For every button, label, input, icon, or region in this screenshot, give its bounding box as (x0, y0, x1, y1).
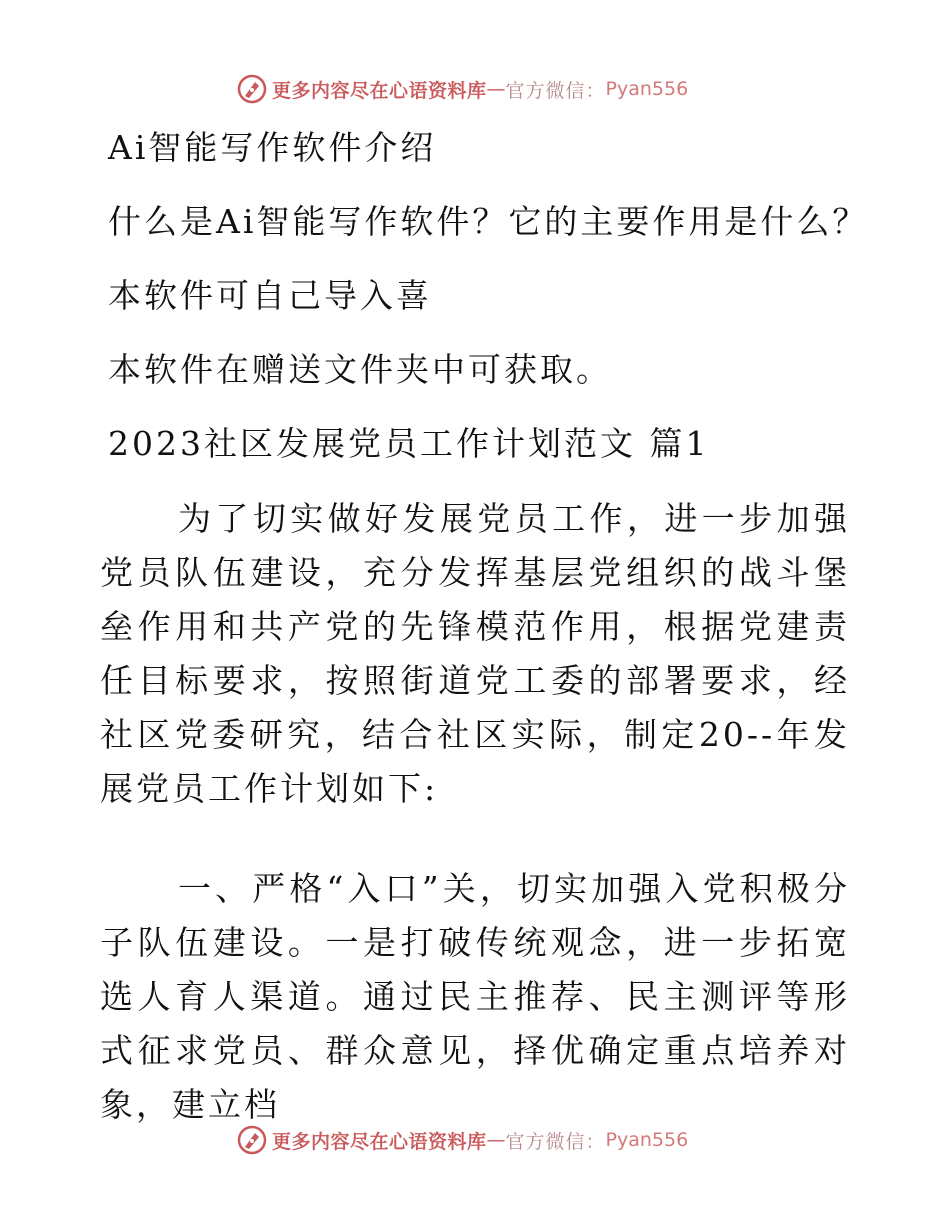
banner-separator: — (486, 1129, 506, 1151)
pen-nib-logo-icon (236, 73, 268, 105)
software-title: Ai智能写作软件介绍 (108, 128, 437, 167)
banner-official-text: 官方微信： (505, 79, 606, 102)
banner-wechat-id: Pyan556 (605, 78, 689, 100)
footer-banner (236, 1122, 716, 1158)
header-banner (236, 71, 716, 107)
gift-note: 本软件在赠送文件夹中可获取。 (108, 350, 612, 389)
section-one-paragraph: 一、严格“入口”关，切实加强入党积极分子队伍建设。一是打破传统观念，进一步拓宽选人育人渠道。通过民主推荐、民主测评等形式征求党员、群众意见，择优确定重点培养对象，建立档 (100, 869, 850, 1124)
banner-site-text: 更多内容尽在心语资料库 (272, 1130, 487, 1153)
banner-official-text: 官方微信： (505, 1130, 606, 1153)
article-title: 2023社区发展党员工作计划范文 篇1 (108, 424, 710, 463)
pen-nib-logo-icon (236, 1124, 268, 1156)
intro-paragraph: 为了切实做好发展党员工作，进一步加强党员队伍建设，充分发挥基层党组织的战斗堡垒作用和共产党的先锋模范作用，根据党建责任目标要求，按照街道党工委的部署要求，经社区党委研究，结合社区实际，制定20--年发展党员工作计划如下: (100, 499, 850, 808)
import-note: 本软件可自己导入喜 (108, 276, 432, 315)
banner-wechat-id: Pyan556 (605, 1129, 689, 1151)
software-question: 什么是Ai智能写作软件？它的主要作用是什么？ (108, 202, 869, 241)
banner-separator: — (486, 78, 506, 100)
banner-site-text: 更多内容尽在心语资料库 (272, 79, 487, 102)
